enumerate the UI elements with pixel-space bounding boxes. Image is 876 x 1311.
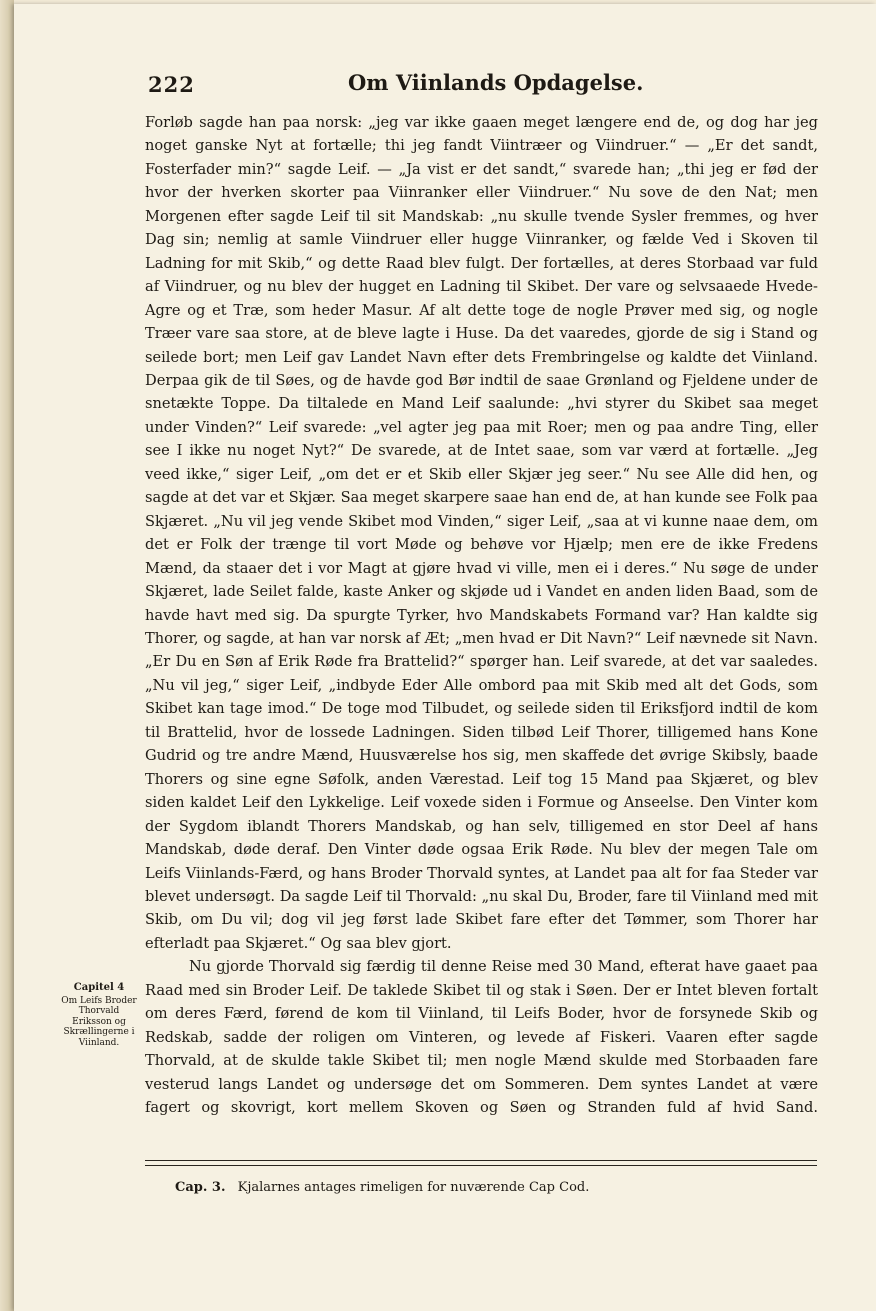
footnote-rule xyxy=(145,1160,817,1161)
footnote-rule-thin xyxy=(145,1165,817,1166)
paragraph: Nu gjorde Thorvald sig færdig til denne Reise med 30 Mand, efterat have gaaet paa Raad med sin Broder Leif. De taklede Skibet til og stak i Søen. Der er Intet bleven fortalt om deres Færd, førend de kom til Viinland, til Leifs Boder, hvor de forsynede Skib og Redskab, sadde der roligen om Vinteren, og levede af Fiskeri. Vaaren efter sagde Thorvald, at de skulde takle Skibet til; men nogle Mænd skulde med Storbaaden fare vesterud langs Landet og undersøge det om Sommeren. Dem syntes Landet at være fagert og skovrigt, kort mellem Skoven og Søen og Stranden fuld af hvid Sand. xyxy=(145,958,818,1117)
page-number: 222 xyxy=(148,72,195,97)
page-gutter xyxy=(0,0,14,1311)
body-text xyxy=(145,111,818,1119)
marginal-note-text: Om Leifs Broder Thorvald Eriksson og Skrællingerne i Viinland. xyxy=(61,995,137,1048)
marginal-note xyxy=(58,983,140,1048)
running-title: Om Viinlands Opdagelse. xyxy=(348,70,644,95)
footnote-text: Kjalarnes antages rimeligen for nuværende Cap Cod. xyxy=(237,1180,590,1195)
footnote xyxy=(175,1180,589,1195)
footnote-label: Cap. 3. xyxy=(175,1180,226,1195)
page-header xyxy=(148,72,816,102)
paragraph: Forløb sagde han paa norsk: „jeg var ikke gaaen meget længere end de, og dog har jeg noget ganske Nyt at fortælle; thi jeg fandt Viintræer og Viindruer.“ — „Er det sandt, Fosterfader min?“ sagde Leif. — „Ja vist er det sandt,“ svarede han; „thi jeg er fød der hvor der hverken skorter paa Viinranker eller Viindruer.“ Nu sove de den Nat; men Morgenen efter sagde Leif til sit Mandskab: „nu skulle tvende Sysler fremmes, og hver Dag sin; nemlig at samle Viindruer eller hugge Viinranker, og fælde Ved i Skoven til Ladning for mit Skib,“ og dette Raad blev fulgt. Der fortælles, at deres Storbaad var fuld af Viindruer, og nu blev der hugget en Ladning til Skibet. Der vare og selvsaaede Hvede-Agre og et Træ, som heder Masur. Af alt dette toge de nogle Prøver med sig, og nogle Træer vare saa store, at de bleve lagte i Huse. Da det vaaredes, gjorde de sig i Stand og seilede bort; men Leif gav Landet Navn efter dets Frembringelse og kaldte det Viinland. Derpaa gik de til Søes, og de havde god Bør indtil de saae Grønland og Fjeldene under de snetækte Toppe. Da tiltalede en Mand Leif saalunde: „hvi styrer du Skibet saa meget under Vinden?“ Leif svarede: „vel agter jeg paa mit Roer; men og paa andre Ting, eller see I ikke nu noget Nyt?“ De svarede, at de Intet saae, som var værd at fortælle. „Jeg veed ikke,“ siger Leif, „om det er et Skib eller Skjær jeg seer.“ Nu see Alle did hen, og sagde at det var et Skjær. Saa meget skarpere saae han end de, at han kunde see Folk paa Skjæret. „Nu vil jeg vende Skibet mod Vinden,“ siger Leif, „saa at vi kunne naae dem, om det er Folk der trænge til vort Møde og behøve vor Hjælp; men ere de ikke Fredens Mænd, da staaer det i vor Magt at gjøre hvad vi ville, men ei i deres.“ Nu søge de under Skjæret, lade Seilet falde, kaste Anker og skjøde ud i Vandet en anden liden Baad, som de havde havt med sig. Da spurgte Tyrker, hvo Mandskabets Formand var? Han kaldte sig Thorer, og sagde, at han var norsk af Æt; „men hvad er Dit Navn?“ Leif nævnede sit Navn. „Er Du en Søn af Erik Røde fra Brattelid?“ spørger han. Leif svarede, at det var saaledes. „Nu vil jeg,“ siger Leif, „indbyde Eder Alle ombord paa mit Skib med alt det Gods, som Skibet kan tage imod.“ De toge mod Tilbudet, og seilede siden til Eriksfjord indtil de kom til Brattelid, hvor de lossede Ladningen. Siden tilbød Leif Thorer, tilligemed hans Kone Gudrid og tre andre Mænd, Huusværelse hos sig, men skaffede det øvrige Skibsly, baade Thorers og sine egne Søfolk, anden Værestad. Leif tog 15 Mand paa Skjæret, og blev siden kaldet Leif den Lykkelige. Leif voxede siden i Formue og Anseelse. Den Vinter kom der Sygdom iblandt Thorers Mandskab, og han selv, tilligemed en stor Deel af hans Mandskab, døde deraf. Den Vinter døde ogsaa Erik Røde. Nu blev der megen Tale om Leifs Viinlands-Færd, og hans Broder Thorvald syntes, at Landet paa alt for faa Steder var blevet undersøgt. Da sagde Leif til Thorvald: „nu skal Du, Broder, fare til Viinland med mit Skib, om Du vil; dog vil jeg først lade Skibet fare efter det Tømmer, som Thorer har efterladt paa Skjæret.“ Og saa blev gjort. xyxy=(145,114,818,952)
marginal-note-title: Capitel 4 xyxy=(73,982,125,993)
